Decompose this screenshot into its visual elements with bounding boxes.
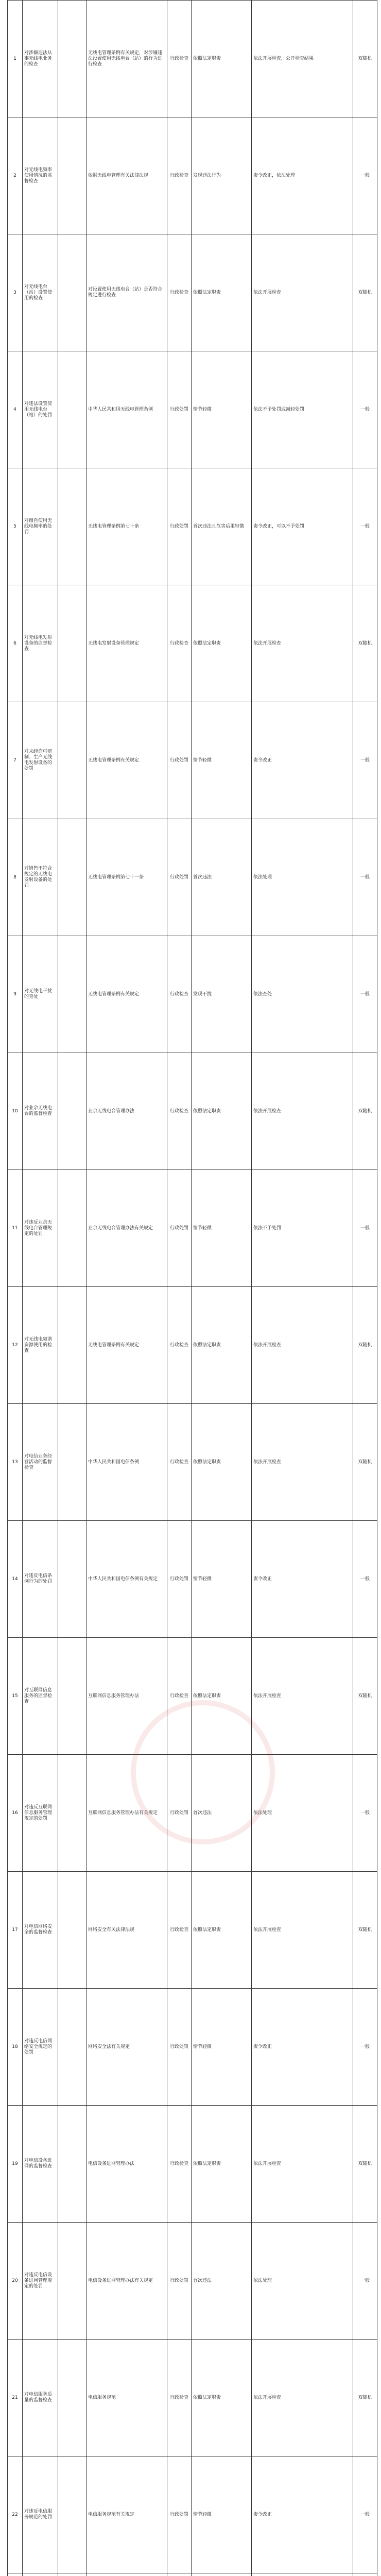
row-condition: 首次违法: [192, 2223, 252, 2340]
row-note: 依法查处: [252, 936, 353, 1053]
row-type: 行政处罚: [167, 2223, 192, 2340]
row-mode: 一般: [353, 1755, 377, 1872]
row-subitem: [58, 234, 86, 351]
row-basis: 电信服务规范有关规定: [86, 2456, 167, 2573]
row-condition: 情节轻微: [192, 2456, 252, 2573]
row-basis: 中华人民共和国电信条例有关规定: [86, 1521, 167, 1638]
row-condition: 依照法定职责: [192, 1053, 252, 1170]
row-note: 依法开展检查: [252, 2340, 353, 2456]
row-subitem: [58, 117, 86, 234]
row-basis: 依据无线电管理有关法律法规: [86, 117, 167, 234]
row-basis: 电信设备进网管理办法: [86, 2106, 167, 2223]
row-index: 14: [8, 1521, 23, 1638]
row-item: 对未经许可研制、生产无线电发射设备的处罚: [23, 702, 58, 819]
row-condition: 依照法定职责: [192, 2340, 252, 2456]
row-mode: [353, 2573, 377, 2576]
row-subitem: [58, 1521, 86, 1638]
document-sheet: [7, 0, 374, 2576]
row-note: 依法不予处罚或减轻处罚: [252, 351, 353, 468]
table-row: [8, 1755, 377, 1872]
row-basis: 电信设备进网管理办法有关规定: [86, 2223, 167, 2340]
table-row: [8, 2573, 377, 2576]
row-item: 对电信设备进网的监督检查: [23, 2106, 58, 2223]
row-index: 20: [8, 2223, 23, 2340]
row-index: 21: [8, 2340, 23, 2456]
row-item: 对违反业余无线电台管理规定的处罚: [23, 1170, 58, 1287]
row-basis: 无线电发射设备管理规定: [86, 585, 167, 702]
row-type: 行政处罚: [167, 2456, 192, 2573]
table-row: [8, 468, 377, 585]
row-basis: 无线电管理条例有关规定，对涉嫌违法设置使用无线电台（站）的行为进行检查: [86, 1, 167, 117]
row-type: 行政检查: [167, 1053, 192, 1170]
row-index: 5: [8, 468, 23, 585]
row-mode: 双随机: [353, 2106, 377, 2223]
row-condition: 首次违法且危害后果轻微: [192, 468, 252, 585]
row-mode: 一般: [353, 1521, 377, 1638]
row-index: 6: [8, 585, 23, 702]
row-type: 行政处罚: [167, 1170, 192, 1287]
row-item: 对无线电频率使用情况的监督检查: [23, 117, 58, 234]
row-index: 1: [8, 1, 23, 117]
row-item: 对违反电信设备进网管理规定的处罚: [23, 2223, 58, 2340]
table-row: [8, 1989, 377, 2106]
row-basis: 无线电管理条例有关规定: [86, 1287, 167, 1404]
row-item: [23, 2573, 58, 2576]
row-basis: 中华人民共和国无线电管理条例: [86, 351, 167, 468]
row-item: 对无线电发射设备的监督检查: [23, 585, 58, 702]
row-index: 17: [8, 1872, 23, 1989]
row-index: 10: [8, 1053, 23, 1170]
row-item: 对无线电干扰的查处: [23, 936, 58, 1053]
row-mode: 双随机: [353, 1404, 377, 1521]
row-index: 16: [8, 1755, 23, 1872]
row-condition: 依照法定职责: [192, 234, 252, 351]
row-type: 行政检查: [167, 117, 192, 234]
row-type: 行政检查: [167, 1, 192, 117]
row-type: 行政检查: [167, 234, 192, 351]
row-index: 13: [8, 1404, 23, 1521]
row-subitem: [58, 2573, 86, 2576]
row-condition: 依照法定职责: [192, 1287, 252, 1404]
table-row: [8, 1638, 377, 1755]
table-row: [8, 1872, 377, 1989]
row-type: 行政检查: [167, 936, 192, 1053]
row-mode: 一般: [353, 936, 377, 1053]
row-mode: 一般: [353, 819, 377, 936]
row-mode: 一般: [353, 117, 377, 234]
row-type: 行政检查: [167, 2106, 192, 2223]
table-row: [8, 117, 377, 234]
row-mode: 双随机: [353, 585, 377, 702]
row-item: 对互联网信息服务的监督检查: [23, 1638, 58, 1755]
row-subitem: [58, 702, 86, 819]
row-note: 责令改正: [252, 702, 353, 819]
row-basis: 对设置使用无线电台（站）是否符合规定进行检查: [86, 234, 167, 351]
row-basis: 中华人民共和国电信条例: [86, 1404, 167, 1521]
row-note: 责令改正，依法处理: [252, 117, 353, 234]
row-type: 行政检查: [167, 2340, 192, 2456]
row-index: 7: [8, 702, 23, 819]
row-note: 责令改正: [252, 2456, 353, 2573]
row-note: 依法开展检查: [252, 1287, 353, 1404]
row-basis: 电信服务规范: [86, 2340, 167, 2456]
row-note: 责令改正: [252, 1521, 353, 1638]
row-mode: 双随机: [353, 1287, 377, 1404]
row-mode: 一般: [353, 1989, 377, 2106]
row-mode: 双随机: [353, 1638, 377, 1755]
row-condition: 依照法定职责: [192, 585, 252, 702]
row-index: 8: [8, 819, 23, 936]
row-item: 对违反电信服务规范的处罚: [23, 2456, 58, 2573]
row-subitem: [58, 1, 86, 117]
row-subitem: [58, 1989, 86, 2106]
row-basis: 业余无线电台管理办法: [86, 1053, 167, 1170]
row-subitem: [58, 1170, 86, 1287]
row-basis: [86, 2573, 167, 2576]
row-index: 11: [8, 1170, 23, 1287]
table-row: [8, 234, 377, 351]
row-mode: 一般: [353, 2456, 377, 2573]
row-condition: 依照法定职责: [192, 1638, 252, 1755]
row-item: 对涉嫌违法从事无线电业务的检查: [23, 1, 58, 117]
row-subitem: [58, 1404, 86, 1521]
row-note: 依法开展检查: [252, 2106, 353, 2223]
row-note: 依法开展检查: [252, 234, 353, 351]
row-type: 行政处罚: [167, 702, 192, 819]
row-index: 9: [8, 936, 23, 1053]
row-subitem: [58, 351, 86, 468]
row-type: 行政检查: [167, 1638, 192, 1755]
table-row: [8, 702, 377, 819]
row-index: 19: [8, 2106, 23, 2223]
table-row: [8, 936, 377, 1053]
row-mode: 双随机: [353, 1053, 377, 1170]
row-index: 3: [8, 234, 23, 351]
row-type: [167, 2573, 192, 2576]
row-mode: 一般: [353, 468, 377, 585]
row-condition: 情节轻微: [192, 702, 252, 819]
row-note: 依法不予处罚: [252, 1170, 353, 1287]
row-subitem: [58, 2223, 86, 2340]
row-type: 行政检查: [167, 1404, 192, 1521]
row-index: 4: [8, 351, 23, 468]
row-note: 依法处理: [252, 819, 353, 936]
row-subitem: [58, 1053, 86, 1170]
row-item: 对电信服务质量的监督检查: [23, 2340, 58, 2456]
row-type: 行政处罚: [167, 1521, 192, 1638]
row-mode: 双随机: [353, 1872, 377, 1989]
table-row: [8, 2340, 377, 2456]
row-subitem: [58, 2106, 86, 2223]
row-index: 2: [8, 117, 23, 234]
table-row: [8, 1287, 377, 1404]
row-item: 对违反互联网信息服务管理规定的处罚: [23, 1755, 58, 1872]
row-type: 行政处罚: [167, 468, 192, 585]
row-condition: 发现违法行为: [192, 117, 252, 234]
row-index: 12: [8, 1287, 23, 1404]
row-condition: 情节轻微: [192, 1989, 252, 2106]
row-item: 对违法设置使用无线电台（站）的处罚: [23, 351, 58, 468]
row-mode: 一般: [353, 2223, 377, 2340]
row-condition: 发现干扰: [192, 936, 252, 1053]
row-basis: 网络安全有关法律法规: [86, 1872, 167, 1989]
row-note: 依法开展检查: [252, 1404, 353, 1521]
row-basis: 无线电管理条例有关规定: [86, 936, 167, 1053]
row-basis: 无线电管理条例第七十条: [86, 468, 167, 585]
row-index: 18: [8, 1989, 23, 2106]
table-row: [8, 2456, 377, 2573]
row-subitem: [58, 468, 86, 585]
row-basis: 网络安全法有关规定: [86, 1989, 167, 2106]
row-note: 依法处理: [252, 2223, 353, 2340]
row-note: [252, 2573, 353, 2576]
table-row: [8, 2106, 377, 2223]
row-note: 依法开展检查，公开检查结果: [252, 1, 353, 117]
row-item: 对违反电信网络安全规定的处罚: [23, 1989, 58, 2106]
row-condition: 情节轻微: [192, 1521, 252, 1638]
row-condition: 依照法定职责: [192, 2106, 252, 2223]
row-mode: 双随机: [353, 2340, 377, 2456]
row-item: 对无线电台（站）设置使用的检查: [23, 234, 58, 351]
row-note: 依法开展检查: [252, 1872, 353, 1989]
row-item: 对擅自使用无线电频率的处罚: [23, 468, 58, 585]
table-row: [8, 585, 377, 702]
row-subitem: [58, 1638, 86, 1755]
row-basis: 无线电管理条例第七十一条: [86, 819, 167, 936]
row-note: 责令改正，可以不予处罚: [252, 468, 353, 585]
row-mode: 一般: [353, 351, 377, 468]
row-basis: 业余无线电台管理办法有关规定: [86, 1170, 167, 1287]
row-subitem: [58, 2456, 86, 2573]
row-note: 责令改正: [252, 1989, 353, 2106]
row-condition: 情节轻微: [192, 1170, 252, 1287]
row-subitem: [58, 936, 86, 1053]
row-mode: 一般: [353, 1170, 377, 1287]
row-index: [8, 2573, 23, 2576]
row-type: 行政处罚: [167, 351, 192, 468]
row-condition: 首次违法: [192, 819, 252, 936]
row-item: 对电信业务经营活动的监督检查: [23, 1404, 58, 1521]
table-row: [8, 2223, 377, 2340]
table-row: [8, 351, 377, 468]
table-row: [8, 1170, 377, 1287]
row-note: 依法开展检查: [252, 1053, 353, 1170]
table-row: [8, 1521, 377, 1638]
row-type: 行政检查: [167, 585, 192, 702]
row-type: 行政检查: [167, 1287, 192, 1404]
row-condition: 依照法定职责: [192, 1404, 252, 1521]
row-condition: 依照法定职责: [192, 1, 252, 117]
row-basis: 互联网信息服务管理办法: [86, 1638, 167, 1755]
row-basis: 无线电管理条例有关规定: [86, 702, 167, 819]
table-row: [8, 819, 377, 936]
row-index: 22: [8, 2456, 23, 2573]
enforcement-table: [7, 0, 377, 2576]
row-type: 行政处罚: [167, 1989, 192, 2106]
row-subitem: [58, 1287, 86, 1404]
row-mode: 双随机: [353, 1, 377, 117]
row-condition: 依照法定职责: [192, 1872, 252, 1989]
row-note: 依法开展检查: [252, 585, 353, 702]
row-subitem: [58, 585, 86, 702]
row-condition: 首次违法: [192, 1755, 252, 1872]
row-mode: 双随机: [353, 234, 377, 351]
row-type: 行政处罚: [167, 1755, 192, 1872]
row-subitem: [58, 2340, 86, 2456]
row-item: 对销售不符合规定的无线电发射设备的处罚: [23, 819, 58, 936]
row-item: 对业余无线电台的监督检查: [23, 1053, 58, 1170]
row-basis: 互联网信息服务管理办法有关规定: [86, 1755, 167, 1872]
row-index: 15: [8, 1638, 23, 1755]
row-item: 对电信网络安全的监督检查: [23, 1872, 58, 1989]
table-row: [8, 1, 377, 117]
row-condition: [192, 2573, 252, 2576]
row-note: 依法处理: [252, 1755, 353, 1872]
row-subitem: [58, 819, 86, 936]
row-mode: 一般: [353, 702, 377, 819]
row-note: 依法开展检查: [252, 1638, 353, 1755]
row-subitem: [58, 1872, 86, 1989]
table-row: [8, 1053, 377, 1170]
row-condition: 情节轻微: [192, 351, 252, 468]
row-subitem: [58, 1755, 86, 1872]
row-type: 行政处罚: [167, 819, 192, 936]
row-item: 对无线电频谱资源使用的检查: [23, 1287, 58, 1404]
row-item: 对违反电信条例行为的处罚: [23, 1521, 58, 1638]
row-type: 行政检查: [167, 1872, 192, 1989]
table-row: [8, 1404, 377, 1521]
